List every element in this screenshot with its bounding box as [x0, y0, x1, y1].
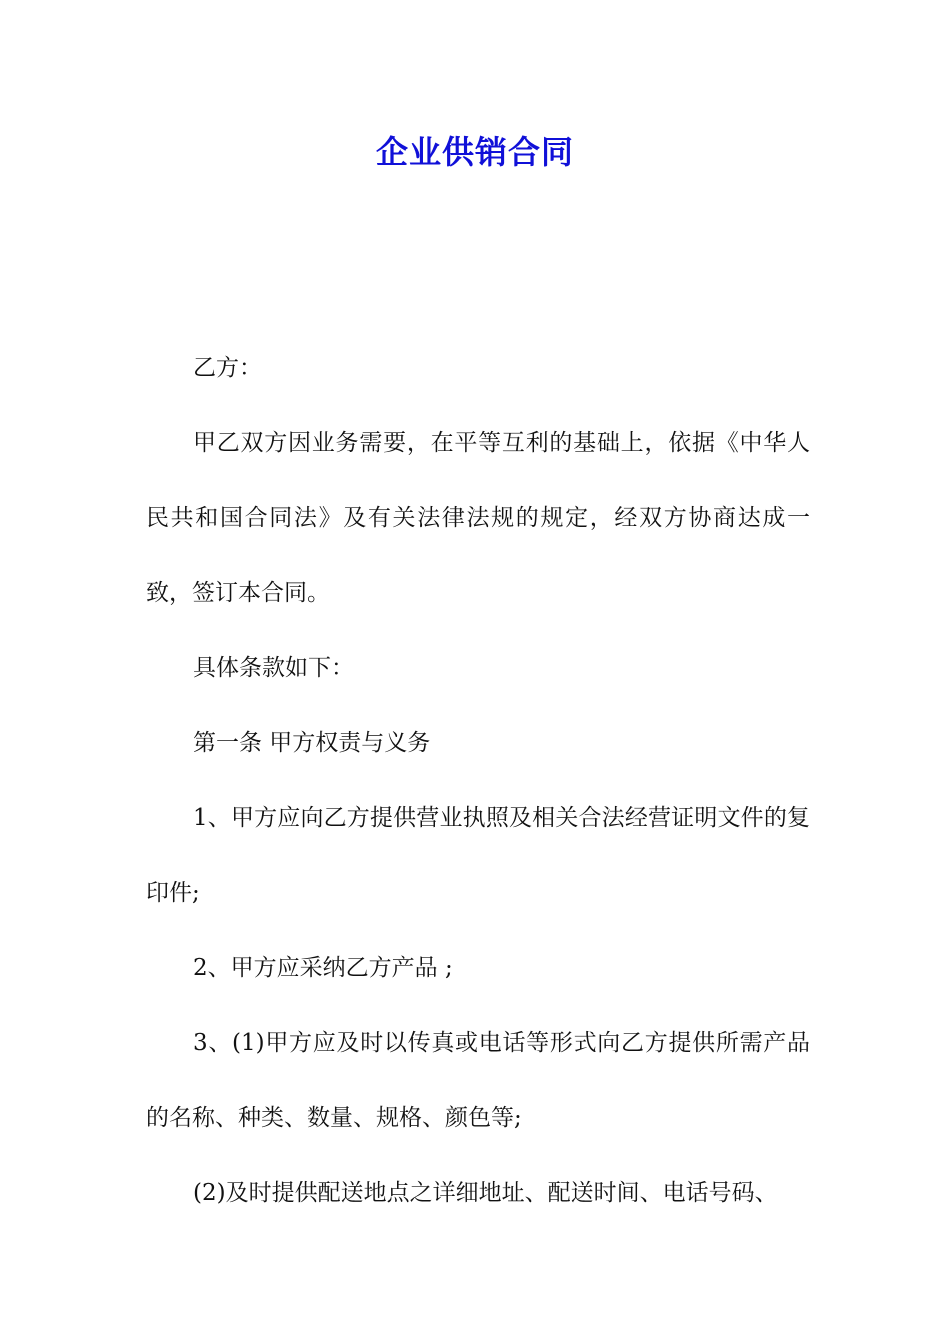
clause-3-2: (2)及时提供配送地点之详细地址、配送时间、电话号码、: [193, 1180, 778, 1206]
document-body: [146, 331, 810, 1231]
clause-1: 1、甲方应向乙方提供营业执照及相关合法经营证明文件的复印件;: [146, 805, 810, 906]
preamble-paragraph: 甲乙双方因业务需要，在平等互利的基础上，依据《中华人民共和国合同法》及有关法律法规的规定，经双方协商达成一致，签订本合同。: [146, 430, 810, 606]
clause-2: 2、甲方应采纳乙方产品 ;: [193, 955, 453, 981]
party-b-line: 乙方：: [193, 355, 262, 381]
document-title: 企业供销合同: [375, 133, 574, 171]
terms-intro: 具体条款如下：: [193, 655, 354, 681]
clause-3-1: 3、(1)甲方应及时以传真或电话等形式向乙方提供所需产品的名称、种类、数量、规格、颜色等;: [146, 1030, 810, 1131]
article-heading: 第一条 甲方权责与义务: [193, 730, 431, 756]
